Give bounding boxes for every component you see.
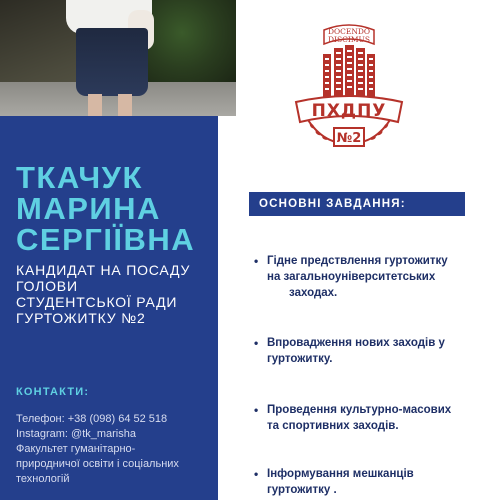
logo-motto-1: DOCENDO [327, 27, 371, 36]
logo-motto-2: DISCIMUS [328, 35, 370, 44]
photo-leg [118, 94, 132, 116]
task-line: гуртожитку . [267, 484, 337, 496]
tasks-heading: ОСНОВНІ ЗАВДАННЯ: [249, 192, 465, 216]
logo-buildings [323, 45, 375, 102]
profile-photo [0, 0, 236, 116]
university-logo [278, 12, 420, 154]
task-line: Інформування мешканців [267, 468, 414, 480]
task-line: Гідне предствлення гуртожитку [267, 255, 448, 267]
photo-skirt [76, 28, 148, 96]
task-line: на загальноуніверситетських [267, 271, 436, 283]
logo-abbr: ПХДПУ [311, 101, 387, 121]
photo-leg [88, 94, 102, 116]
bullet-icon: • [254, 336, 259, 350]
contacts-heading: КОНТАКТИ: [16, 386, 90, 398]
photo-foliage [146, 0, 236, 82]
contact-faculty-line: природничої освіти і соціальних [16, 458, 179, 470]
name-line: МАРИНА [16, 191, 161, 226]
task-line: Впровадження нових заходів у [267, 337, 445, 349]
contact-instagram: Instagram: @tk_marisha [16, 428, 136, 440]
contacts-block [16, 412, 216, 487]
contact-faculty-line: технологій [16, 473, 70, 485]
candidate-role [16, 262, 216, 326]
bullet-icon: • [254, 403, 259, 417]
role-line: СТУДЕНТСЬКОЇ РАДИ [16, 294, 178, 310]
task-line: заходах. [289, 287, 338, 299]
contact-phone: Телефон: +38 (098) 64 52 518 [16, 413, 168, 425]
logo-number: №2 [336, 131, 362, 146]
role-line: КАНДИДАТ НА ПОСАДУ [16, 262, 191, 278]
task-line: гуртожитку. [267, 353, 333, 365]
name-line: ТКАЧУК [16, 160, 143, 195]
task-line: Проведення культурно-масових [267, 404, 452, 416]
role-line: ГУРТОЖИТКУ №2 [16, 310, 146, 326]
bullet-icon: • [254, 467, 259, 481]
contact-faculty-line: Факультет гуманітарно- [16, 443, 136, 455]
name-line: СЕРГІЇВНА [16, 222, 196, 257]
role-line: ГОЛОВИ [16, 278, 78, 294]
task-line: та спортивних заходів. [267, 420, 399, 432]
candidate-name [16, 162, 226, 255]
bullet-icon: • [254, 254, 259, 268]
